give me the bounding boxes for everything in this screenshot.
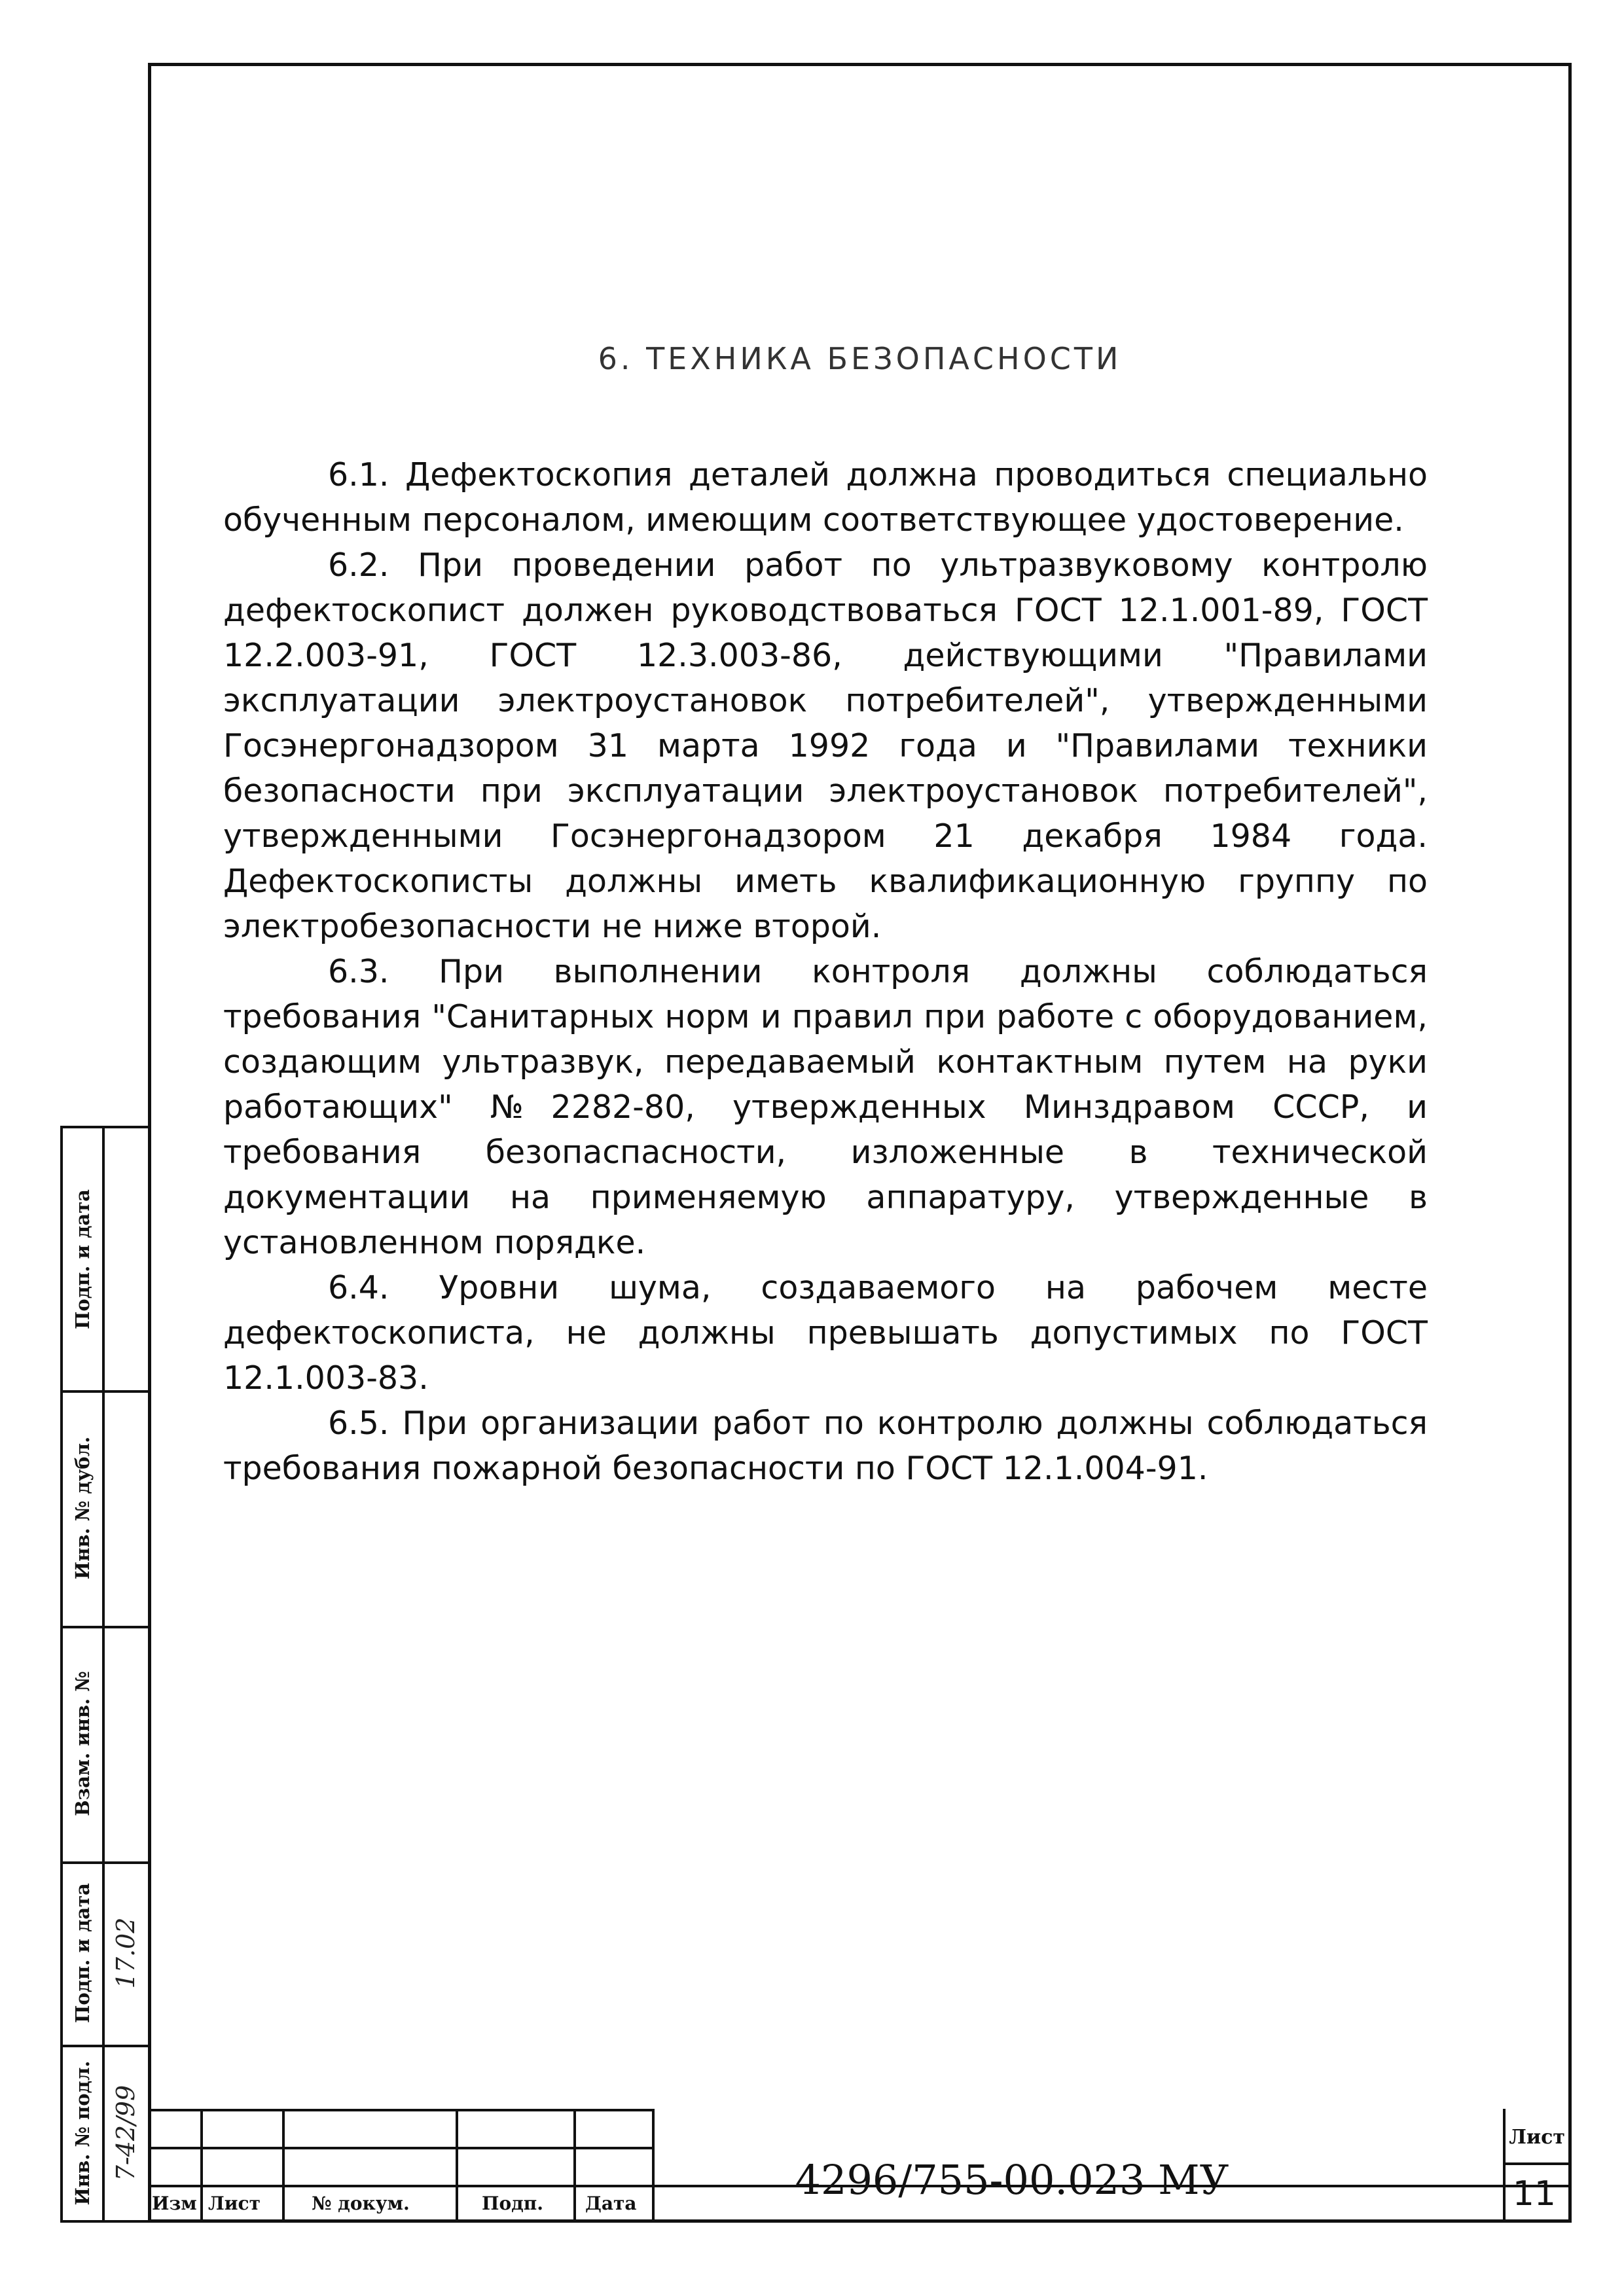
paragraph-6-4: 6.4. Уровни шума, создаваемого на рабочем месте дефектоскописта, не должны превышать допустимых по ГОСТ 12.1.003-83. [223, 1269, 1428, 1397]
tb-rule [282, 2109, 285, 2223]
paragraph-6-3: 6.3. При выполнении контроля должны соблюдаться требования "Санитарных норм и правил при работе с оборудованием, создающим ультразвук, передаваемый контактным путем на руки работающих" №2282-80, утвержденных Минздравом СССР, и требования безопаспасности, изложенные в технической документации на применяемую аппаратуру, утвержденные в установленном порядке. [223, 953, 1428, 1261]
strip-label-dup-inv: Инв. № дубл. [71, 1436, 94, 1580]
col-label-date: Дата [585, 2193, 637, 2214]
handwritten-inventory-number: 7-42/99 [111, 2085, 140, 2181]
strip-label-sign-date-2: Подп. и дата [71, 1883, 94, 2023]
col-label-change: Изм [152, 2193, 197, 2214]
col-label-sheet: Лист [208, 2193, 261, 2214]
col-label-signature: Подп. [482, 2193, 544, 2214]
tb-rule [573, 2109, 576, 2223]
tb-rule [200, 2109, 203, 2223]
document-code: 4296/755-00.023 МУ [795, 2156, 1229, 2204]
paragraph-6-5: 6.5. При организации работ по контролю должны соблюдаться требования пожарной безопасности по ГОСТ 12.1.004-91. [223, 1405, 1428, 1487]
strip-label-replace-inv: Взам. инв. № [71, 1671, 94, 1816]
section-title: 6. ТЕХНИКА БЕЗОПАСНОСТИ [598, 341, 1122, 376]
tb-rule [1503, 2162, 1572, 2165]
tb-rule [148, 2109, 652, 2111]
drawing-frame [148, 63, 1572, 2223]
handwritten-date: 17.02 [111, 1917, 140, 1989]
tb-rule [456, 2109, 458, 2223]
col-label-doc-no: № докум. [312, 2193, 410, 2214]
strip-label-sign-date-1: Подп. и дата [71, 1189, 94, 1329]
tb-rule [148, 2147, 652, 2149]
paragraph-6-2: 6.2. При проведении работ по ультразвуковому контролю дефектоскопист должен руководствоваться ГОСТ 12.1.001-89, ГОСТ 12.2.003-91, ГОСТ 12.3.003-86, действующими "Правилами эксплуатации электроустановок потребителей", утвержденными Госэнергонадзором 31 марта 1992 года и "Правилами техники безопасности при эксплуатации электроустановок потребителей", утвержденными Госэнергонадзором 21 декабря 1984 года. Дефектоскописты должны иметь квалификационную группу по электробезопасности не ниже второй. [223, 547, 1428, 945]
left-stamp-strip [60, 1126, 148, 2223]
sheet-number: 11 [1512, 2174, 1556, 2214]
paragraph-6-1: 6.1. Дефектоскопия деталей должна проводиться специально обученным персоналом, имеющим соответствующее удостоверение. [223, 456, 1428, 539]
body-text [223, 452, 1428, 1491]
tb-rule [1503, 2109, 1506, 2223]
tb-rule [652, 2109, 655, 2223]
strip-label-orig-inv: Инв. № подл. [71, 2060, 94, 2206]
title-block [148, 2109, 1572, 2223]
sheet-label: Лист [1509, 2126, 1565, 2149]
